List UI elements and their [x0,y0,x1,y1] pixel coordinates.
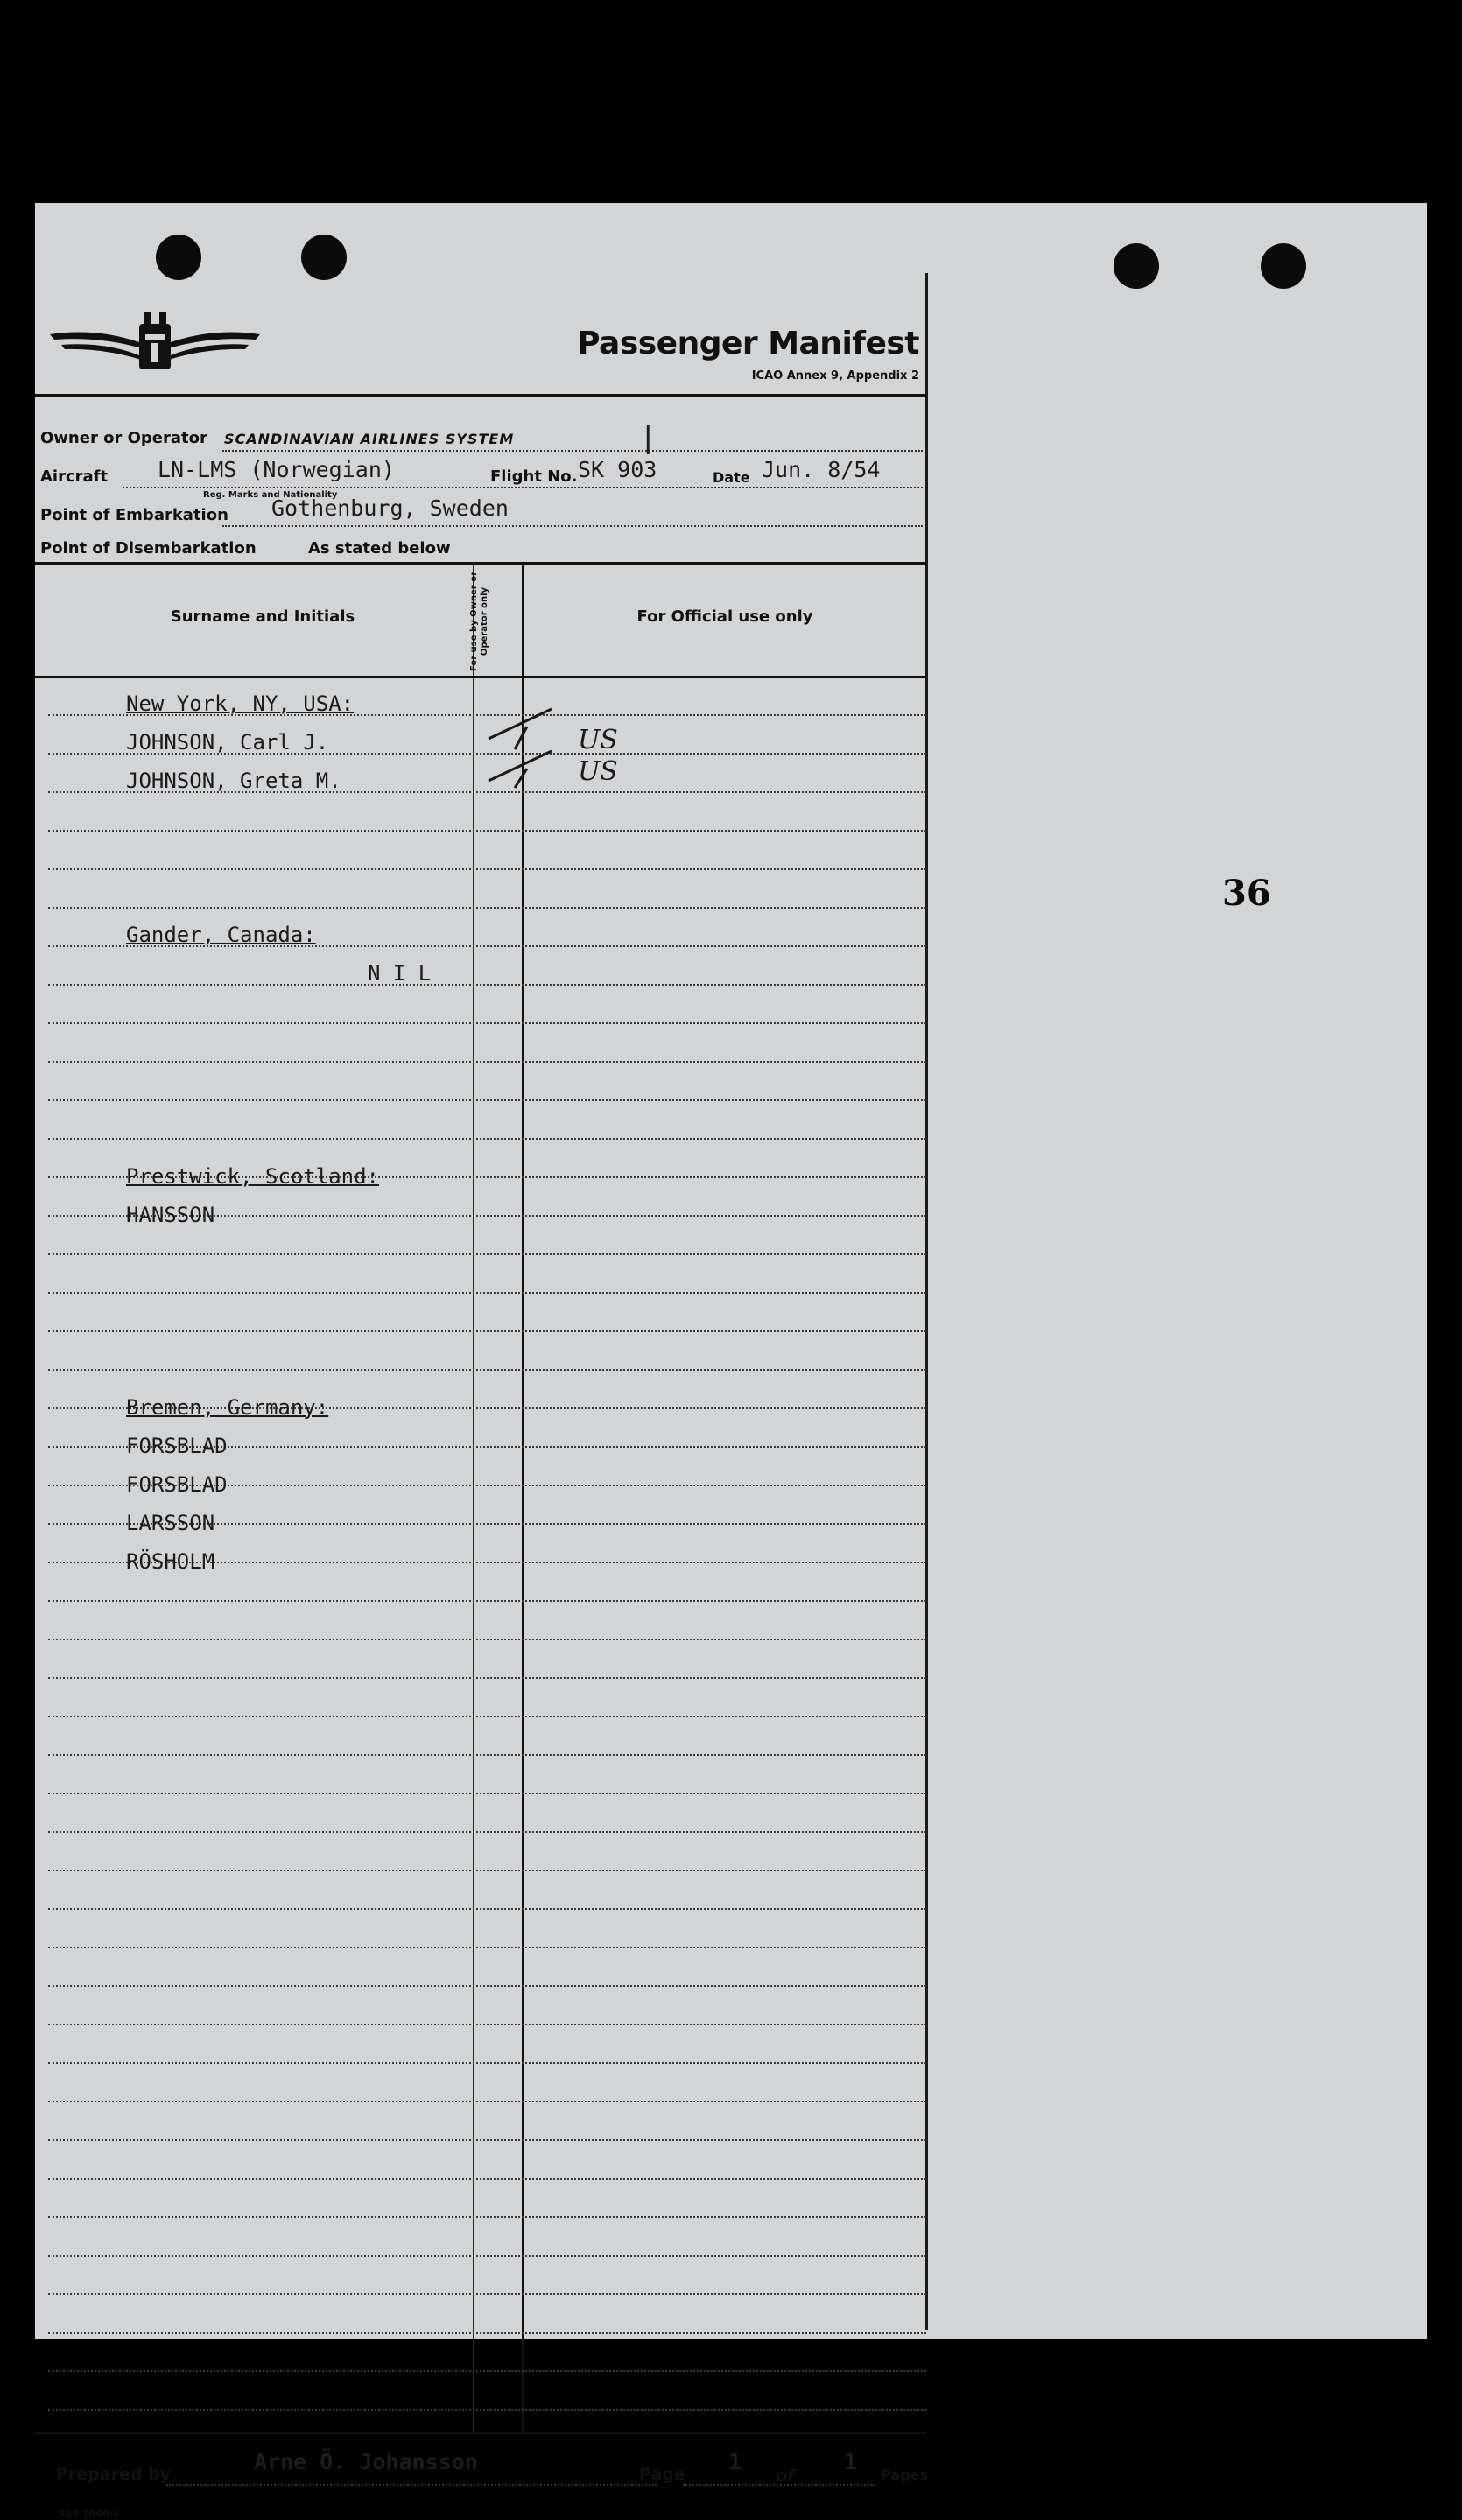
flight-value: SK 903 [578,457,657,482]
row-line [48,1330,926,1332]
row-line [48,1677,926,1679]
embarkation-label: Point of Embarkation [40,506,228,524]
passenger-name: RÖSHOLM [126,1549,215,1574]
punch-hole [1261,243,1306,289]
row-line [48,1253,926,1255]
flight-label: Flight No. [490,467,578,486]
row-line [48,2332,926,2334]
row-line [48,1138,926,1140]
row-line [48,1908,926,1910]
row-line [48,2216,926,2218]
row-line [48,1639,926,1640]
manifest-form [35,203,928,2520]
row-line [48,2139,926,2141]
row-line [48,1369,926,1371]
row-line [48,1754,926,1756]
row-line [48,2409,926,2411]
form-title: Passenger Manifest [577,326,919,362]
row-line [48,2101,926,2102]
manifest-sheet [35,203,1427,2520]
of-value: 1 [844,2449,858,2474]
nil-entry: N I L [368,961,432,986]
embarkation-value: Gothenburg, Sweden [271,495,509,521]
passenger-name: JOHNSON, Greta M. [126,769,341,793]
form-subtitle: ICAO Annex 9, Appendix 2 [751,369,919,383]
row-line [48,1099,926,1101]
row-line [48,2255,926,2257]
row-line [48,984,926,986]
footer-divider [35,2432,926,2434]
passenger-name: HANSSON [126,1203,215,1227]
disembarkation-value: As stated below [308,539,451,558]
official-use-column-header: For Official use only [636,607,813,626]
header-bottom-border [35,676,926,678]
row-line [48,1831,926,1833]
header-divider [35,394,926,397]
entry-heading: Gander, Canada: [126,923,316,947]
date-value: Jun. 8/54 [762,457,881,482]
page-label: Page [639,2465,685,2484]
disembarkation-label: Point of Disembarkation [40,539,257,558]
of-label: of [776,2467,795,2486]
row-line [48,1870,926,1871]
row-line [48,1985,926,1987]
page-value: 1 [728,2449,742,2474]
passenger-name: FORSBLAD [126,1434,228,1458]
embarkation-line [222,525,923,527]
row-line [48,1716,926,1717]
row-line [48,2293,926,2295]
row-line [48,1600,926,1602]
column-divider [522,562,524,2432]
pages-label: Pages [881,2467,928,2483]
page-number-stamp: 36 [1222,873,1271,914]
form-code: SAS 1060-4 [58,2509,121,2520]
date-label: Date [713,469,750,486]
form-border [925,273,928,2330]
entry-heading: New York, NY, USA: [126,691,355,716]
owner-line [222,450,923,452]
passenger-name: LARSSON [126,1511,215,1535]
official-mark: US [578,756,618,787]
column-divider [473,562,474,2432]
owner-label: Owner or Operator [40,429,207,447]
row-line [48,1793,926,1794]
surname-column-header: Surname and Initials [170,607,355,626]
row-line [48,907,926,909]
row-line [48,1061,926,1063]
entry-heading: Prestwick, Scotland: [126,1164,379,1189]
owner-use-column-header: For use by Owner or Operator only [469,571,489,672]
row-line [48,2024,926,2025]
row-line [48,1947,926,1948]
aircraft-line [123,487,923,488]
prepared-by-value: Arne Ö. Johansson [254,2449,478,2474]
airline-logo-icon [46,308,264,378]
owner-value: SCANDINAVIAN AIRLINES SYSTEM [224,431,515,447]
punch-hole [1114,243,1159,289]
prepared-by-line [166,2484,657,2486]
row-line [48,1022,926,1024]
passenger-name: FORSBLAD [126,1472,228,1497]
entry-heading: Bremen, Germany: [126,1395,329,1420]
passenger-name: JOHNSON, Carl J. [126,730,329,755]
row-line [48,1292,926,1294]
aircraft-label: Aircraft [40,467,109,486]
table-top-border [35,562,926,565]
official-mark: US [578,725,618,755]
aircraft-value: LN-LMS (Norwegian) [158,457,395,482]
owner-mark: | [639,420,657,455]
row-line [48,2062,926,2064]
prepared-by-label: Prepared by [56,2465,172,2484]
row-line [48,2370,926,2372]
page-line [683,2484,875,2486]
reg-marks-label: Reg. Marks and Nationality [203,490,338,500]
row-line [48,868,926,870]
row-line [48,2178,926,2180]
row-line [48,830,926,832]
